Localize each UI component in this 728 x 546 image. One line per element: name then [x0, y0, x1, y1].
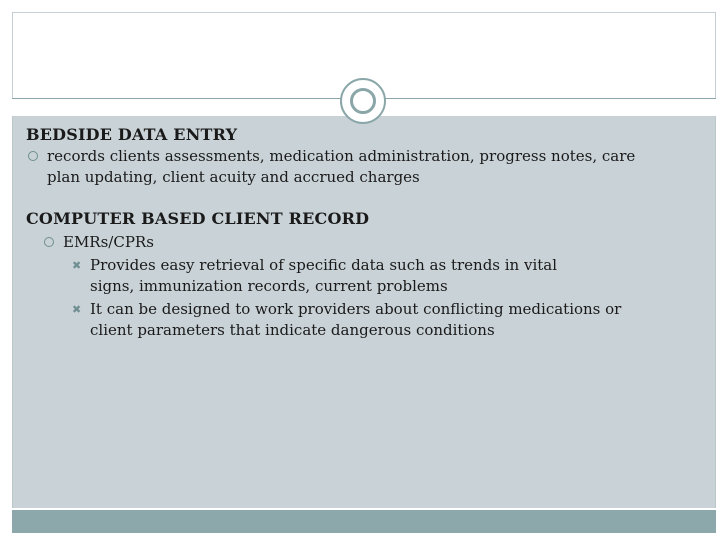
sub-bullet-text-line-2: signs, immunization records, current problems — [90, 277, 448, 295]
bullet-text-line-2: plan updating, client acuity and accrued charges — [47, 168, 420, 186]
hollow-circle-bullet-icon — [44, 237, 54, 247]
x-mark-bullet-icon: ✖ — [72, 303, 82, 316]
bullet-emrs — [44, 232, 706, 253]
sub-bullet-text-line-2: client parameters that indicate dangerous conditions — [90, 321, 495, 339]
bullet-text: EMRs/CPRs — [63, 233, 154, 251]
bullet-text-line-1: records clients assessments, medication administration, progress notes, care — [47, 147, 636, 165]
double-circle-ornament-icon — [340, 78, 386, 124]
sub-bullet-retrieval — [72, 255, 706, 297]
inner-circle — [350, 88, 376, 114]
sub-bullet-text — [90, 299, 621, 341]
footer-bar — [12, 510, 716, 533]
sub-bullet-text — [90, 255, 557, 297]
sub-bullet-text-line-1: It can be designed to work providers about conflicting medications or — [90, 300, 622, 318]
sub-bullet-text-line-1: Provides easy retrieval of specific data such as trends in vital — [90, 256, 558, 274]
section-heading-bedside: BEDSIDE DATA ENTRY — [26, 125, 238, 144]
bullet-text — [47, 146, 635, 188]
bullet-records — [28, 146, 706, 188]
sub-bullet-warnings — [72, 299, 706, 341]
hollow-circle-bullet-icon — [28, 151, 38, 161]
slide-body — [26, 124, 706, 341]
section-heading-computer: COMPUTER BASED CLIENT RECORD — [26, 209, 370, 228]
x-mark-bullet-icon: ✖ — [72, 259, 82, 272]
